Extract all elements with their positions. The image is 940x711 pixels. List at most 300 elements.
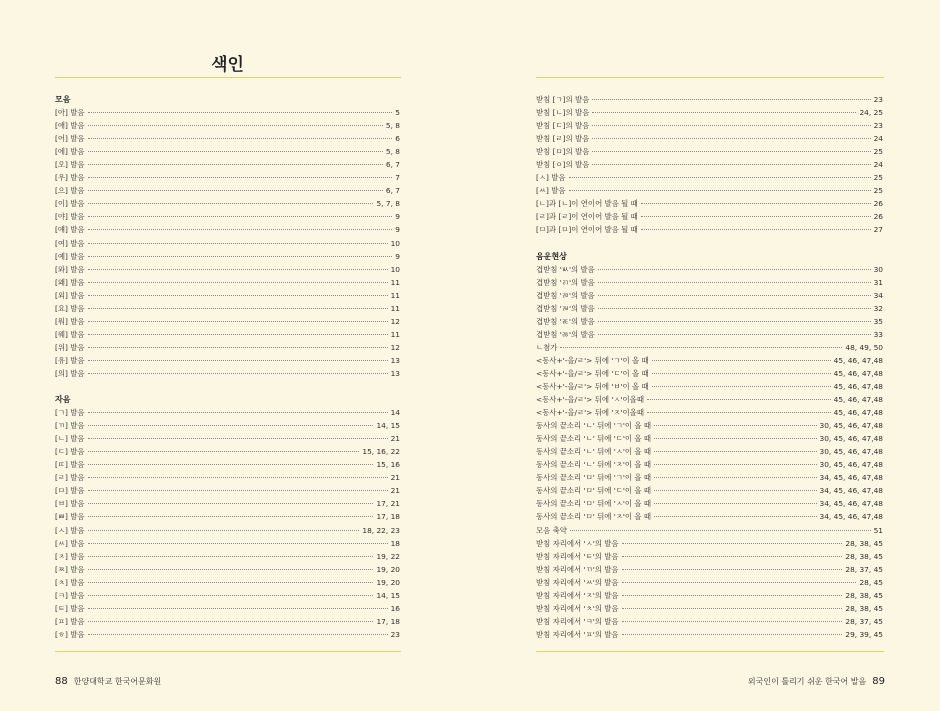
entry-label: <동사+'-을/ㄹ'> 뒤에 'ㄷ'이 올 때 [536, 368, 649, 378]
entry-pages: 9 [395, 225, 400, 235]
entry-pages: 13 [390, 368, 400, 378]
entry-label: 겹받침 'ㄼ'의 발음 [536, 303, 595, 313]
dot-leader [592, 138, 870, 139]
entry-label: 받침 자리에서 'ㅅ'의 발음 [536, 538, 619, 548]
entry-label: [예] 발음 [55, 251, 85, 261]
entry-pages: 34 [873, 290, 883, 300]
index-entry [55, 289, 400, 302]
page-number: 89 [872, 676, 885, 687]
entry-pages: 19, 20 [376, 564, 400, 574]
index-entry [536, 458, 883, 471]
dot-leader [592, 112, 856, 113]
dot-leader [88, 425, 374, 426]
index-entry [536, 132, 883, 145]
entry-pages: 25 [873, 186, 883, 196]
footer-text: 외국인이 틀리기 쉬운 한국어 발음 [747, 677, 867, 686]
dot-leader [652, 386, 831, 387]
index-column-left [55, 93, 400, 641]
entry-pages: 5, 8 [385, 121, 400, 131]
index-entry [55, 484, 400, 497]
entry-pages: 5, 8 [385, 147, 400, 157]
index-entry [55, 210, 400, 223]
entry-label: 받침 자리에서 'ㄲ'의 발음 [536, 564, 619, 574]
dot-leader [88, 151, 383, 152]
entry-label: [워] 발음 [55, 316, 85, 326]
bottom-divider [536, 651, 884, 652]
index-entry [55, 145, 400, 158]
top-divider [55, 77, 401, 78]
index-entry [536, 184, 883, 197]
dot-leader [88, 138, 393, 139]
top-divider [536, 77, 884, 78]
entry-label: [ㅌ] 발음 [55, 603, 85, 613]
index-entry [536, 289, 883, 302]
entry-label: [ㅂ] 발음 [55, 499, 85, 509]
entry-label: [ㅃ] 발음 [55, 512, 85, 522]
dot-leader [569, 190, 871, 191]
dot-leader [88, 516, 374, 517]
entry-pages: 30, 45, 46, 47,48 [819, 460, 883, 470]
dot-leader [88, 373, 388, 374]
index-entry [536, 510, 883, 523]
entry-label: 받침 자리에서 'ㅍ'의 발음 [536, 629, 619, 639]
dot-leader [654, 503, 816, 504]
entry-label: [아] 발음 [55, 108, 85, 118]
dot-leader [654, 425, 816, 426]
dot-leader [88, 269, 388, 270]
dot-leader [592, 164, 870, 165]
entry-pages: 5 [395, 108, 400, 118]
index-entry [55, 510, 400, 523]
entry-pages: 18 [390, 538, 400, 548]
dot-leader [88, 634, 388, 635]
index-entry [536, 615, 883, 628]
entry-pages: 17, 18 [376, 512, 400, 522]
entry-label: [ㅆ] 발음 [55, 538, 85, 548]
index-entry [536, 315, 883, 328]
dot-leader [88, 321, 388, 322]
entry-pages: 17, 18 [376, 616, 400, 626]
entry-label: 동사의 끝소리 'ㄴ' 뒤에 'ㅈ'이 올 때 [536, 460, 652, 470]
entry-label: [ㅅ] 발음 [55, 525, 85, 535]
entry-label: [오] 발음 [55, 160, 85, 170]
entry-label: [ㄸ] 발음 [55, 460, 85, 470]
entry-pages: 32 [873, 303, 883, 313]
dot-leader [598, 269, 871, 270]
entry-label: [ㅍ] 발음 [55, 616, 85, 626]
entry-label: 동사의 끝소리 'ㅁ' 뒤에 'ㄷ'이 올 때 [536, 486, 652, 496]
dot-leader [647, 399, 831, 400]
index-entry [536, 210, 883, 223]
index-entry [536, 367, 883, 380]
index-entry [536, 497, 883, 510]
dot-leader [652, 360, 831, 361]
index-entry [536, 484, 883, 497]
index-entry [536, 524, 883, 537]
index-entry [55, 602, 400, 615]
dot-leader [88, 503, 374, 504]
entry-label: 동사의 끝소리 'ㄴ' 뒤에 'ㄱ'이 올 때 [536, 421, 652, 431]
index-entry [55, 458, 400, 471]
dot-leader [654, 464, 816, 465]
index-entry [536, 576, 883, 589]
entry-label: [ㅋ] 발음 [55, 590, 85, 600]
index-entry [55, 250, 400, 263]
index-entry [536, 302, 883, 315]
entry-pages: 24, 25 [859, 108, 883, 118]
entry-label: [ㄴ] 발음 [55, 434, 85, 444]
index-entry [55, 628, 400, 641]
entry-label: 겹받침 'ㄺ'의 발음 [536, 277, 595, 287]
dot-leader [88, 282, 388, 283]
entry-label: 받침 자리에서 'ㅌ'의 발음 [536, 551, 619, 561]
dot-leader [592, 125, 870, 126]
dot-leader [622, 621, 843, 622]
entry-label: 겹받침 'ㅀ'의 발음 [536, 329, 595, 339]
dot-leader [88, 216, 393, 217]
dot-leader [598, 308, 871, 309]
entry-pages: 10 [390, 238, 400, 248]
entry-pages: 21 [390, 434, 400, 444]
index-entry [536, 563, 883, 576]
index-entry [55, 589, 400, 602]
entry-pages: 24 [873, 134, 883, 144]
dot-leader [622, 582, 857, 583]
entry-label: 동사의 끝소리 'ㄴ' 뒤에 'ㅅ'이 올 때 [536, 447, 652, 457]
index-entry [536, 158, 883, 171]
entry-label: 받침 자리에서 'ㅈ'의 발음 [536, 590, 619, 600]
entry-label: 동사의 끝소리 'ㅁ' 뒤에 'ㄱ'이 올 때 [536, 473, 652, 483]
dot-leader [88, 295, 388, 296]
index-entry [55, 524, 400, 537]
entry-pages: 29, 39, 45 [845, 629, 883, 639]
index-column-right [536, 93, 883, 641]
index-entry [536, 328, 883, 341]
entry-pages: 34, 45, 46, 47,48 [819, 473, 883, 483]
entry-pages: 28, 37, 45 [845, 616, 883, 626]
entry-pages: 45, 46, 47,48 [833, 408, 883, 418]
dot-leader [88, 608, 388, 609]
entry-pages: 30, 45, 46, 47,48 [819, 434, 883, 444]
dot-leader [622, 634, 843, 635]
index-entry [536, 171, 883, 184]
entry-label: [ㅊ] 발음 [55, 577, 85, 587]
dot-leader [88, 347, 388, 348]
entry-label: [ㅁ]과 [ㅁ]이 연이어 발음 될 때 [536, 225, 638, 235]
index-entry [536, 393, 883, 406]
index-entry [55, 328, 400, 341]
index-entry [55, 197, 400, 210]
entry-label: [얘] 발음 [55, 225, 85, 235]
index-entry [55, 432, 400, 445]
entry-pages: 14 [390, 408, 400, 418]
dot-leader [654, 477, 816, 478]
page-title: 색인 [211, 55, 244, 75]
entry-pages: 17, 21 [376, 499, 400, 509]
entry-pages: 28, 38, 45 [845, 590, 883, 600]
dot-leader [88, 582, 374, 583]
entry-label: [의] 발음 [55, 368, 85, 378]
entry-pages: 9 [395, 212, 400, 222]
entry-pages: 12 [390, 342, 400, 352]
entry-pages: 23 [390, 629, 400, 639]
entry-pages: 9 [395, 251, 400, 261]
entry-label: [ㅎ] 발음 [55, 629, 85, 639]
dot-leader [598, 282, 871, 283]
dot-leader [88, 595, 374, 596]
entry-label: 동사의 끝소리 'ㄴ' 뒤에 'ㄷ'이 올 때 [536, 434, 652, 444]
index-entry [536, 419, 883, 432]
entry-pages: 16 [390, 603, 400, 613]
entry-pages: 11 [390, 329, 400, 339]
index-entry [55, 550, 400, 563]
entry-label: [유] 발음 [55, 355, 85, 365]
entry-pages: 34, 45, 46, 47,48 [819, 486, 883, 496]
entry-pages: 11 [390, 277, 400, 287]
dot-leader [88, 569, 374, 570]
entry-pages: 18, 22, 23 [362, 525, 400, 535]
entry-pages: 19, 22 [376, 551, 400, 561]
entry-label: [이] 발음 [55, 199, 85, 209]
entry-label: 받침 [ㅇ]의 발음 [536, 160, 590, 170]
entry-label: 받침 [ㄱ]의 발음 [536, 95, 590, 104]
entry-pages: 6, 7 [385, 186, 400, 196]
dot-leader [641, 229, 871, 230]
section-spacer [536, 237, 883, 250]
bottom-divider [55, 651, 401, 652]
entry-label: [ㄹ]과 [ㄹ]이 연이어 발음 될 때 [536, 212, 638, 222]
entry-pages: 28, 38, 45 [845, 551, 883, 561]
entry-pages: 45, 46, 47,48 [833, 368, 883, 378]
dot-leader [88, 412, 388, 413]
index-entry [536, 550, 883, 563]
entry-label: [ㄷ] 발음 [55, 447, 85, 457]
dot-leader [88, 438, 388, 439]
dot-leader [88, 125, 383, 126]
entry-pages: 15, 16, 22 [362, 447, 400, 457]
index-entry [536, 406, 883, 419]
dot-leader [88, 164, 383, 165]
entry-pages: 21 [390, 473, 400, 483]
entry-pages: 28, 37, 45 [845, 564, 883, 574]
entry-pages: 26 [873, 212, 883, 222]
entry-pages: 45, 46, 47,48 [833, 355, 883, 365]
index-entry [536, 589, 883, 602]
dot-leader [88, 530, 360, 531]
dot-leader [88, 543, 388, 544]
dot-leader [88, 556, 374, 557]
index-entry [55, 302, 400, 315]
index-entry [536, 628, 883, 641]
entry-pages: 35 [873, 316, 883, 326]
footer [55, 676, 161, 687]
entry-pages: 48, 49, 50 [845, 342, 883, 352]
entry-label: 겹받침 'ㄻ'의 발음 [536, 290, 595, 300]
entry-pages: 30, 45, 46, 47,48 [819, 447, 883, 457]
entry-label: [ㅆ] 발음 [536, 186, 566, 196]
index-entry [55, 497, 400, 510]
dot-leader [641, 203, 871, 204]
entry-pages: 6, 7 [385, 160, 400, 170]
entry-label: [애] 발음 [55, 121, 85, 131]
entry-pages: 23 [873, 95, 883, 104]
entry-label: 받침 자리에서 'ㅋ'의 발음 [536, 616, 619, 626]
entry-pages: 23 [873, 121, 883, 131]
entry-pages: 28, 38, 45 [845, 603, 883, 613]
dot-leader [88, 360, 388, 361]
entry-label: [외] 발음 [55, 290, 85, 300]
index-entry [55, 276, 400, 289]
footer [748, 676, 885, 687]
dot-leader [654, 516, 816, 517]
dot-leader [598, 334, 871, 335]
dot-leader [598, 321, 871, 322]
entry-label: [위] 발음 [55, 342, 85, 352]
entry-label: [요] 발음 [55, 303, 85, 313]
entry-pages: 27 [873, 225, 883, 235]
entry-pages: 12 [390, 316, 400, 326]
entry-label: [왜] 발음 [55, 277, 85, 287]
right-page [470, 0, 940, 711]
dot-leader [622, 556, 843, 557]
dot-leader [622, 608, 843, 609]
index-entry [55, 132, 400, 145]
dot-leader [88, 308, 388, 309]
entry-label: [으] 발음 [55, 186, 85, 196]
entry-label: 받침 자리에서 'ㅆ'의 발음 [536, 577, 619, 587]
dot-leader [88, 190, 383, 191]
index-entry [536, 93, 883, 106]
dot-leader [654, 490, 816, 491]
entry-pages: 10 [390, 264, 400, 274]
index-entry [55, 367, 400, 380]
dot-leader [88, 477, 388, 478]
index-entry [55, 158, 400, 171]
entry-pages: 28, 38, 45 [845, 538, 883, 548]
section-heading: 음운현상 [536, 251, 567, 261]
index-entry [536, 276, 883, 289]
dot-leader [88, 334, 388, 335]
entry-pages: 51 [873, 525, 883, 535]
dot-leader [654, 438, 816, 439]
entry-label: 받침 [ㄹ]의 발음 [536, 134, 590, 144]
entry-label: [ㅅ] 발음 [536, 173, 566, 183]
entry-pages: 45, 46, 47,48 [833, 381, 883, 391]
entry-pages: 25 [873, 173, 883, 183]
index-entry [55, 341, 400, 354]
entry-pages: 33 [873, 329, 883, 339]
dot-leader [570, 530, 871, 531]
entry-label: 겹받침 'ㄾ'의 발음 [536, 316, 595, 326]
index-entry [55, 537, 400, 550]
dot-leader [88, 203, 374, 204]
index-entry [55, 171, 400, 184]
index-entry [536, 106, 883, 119]
entry-label: [ㅈ] 발음 [55, 551, 85, 561]
dot-leader [647, 412, 831, 413]
section-heading: 자음 [55, 395, 71, 405]
index-entry [536, 354, 883, 367]
dot-leader [652, 373, 831, 374]
entry-pages: 19, 20 [376, 577, 400, 587]
entry-label: 동사의 끝소리 'ㅁ' 뒤에 'ㅈ'이 올 때 [536, 512, 652, 522]
dot-leader [88, 490, 388, 491]
entry-label: 받침 자리에서 'ㅊ'의 발음 [536, 603, 619, 613]
dot-leader [641, 216, 871, 217]
index-entry [55, 223, 400, 236]
entry-pages: 30 [873, 264, 883, 274]
entry-label: <동사+'-을/ㄹ'> 뒤에 'ㅂ'이 올 때 [536, 381, 649, 391]
index-entry [55, 263, 400, 276]
dot-leader [88, 464, 374, 465]
footer-text: 한양대학교 한국어문화원 [73, 677, 162, 686]
index-entry [55, 406, 400, 419]
entry-pages: 14, 15 [376, 421, 400, 431]
index-entry [55, 563, 400, 576]
index-entry [55, 315, 400, 328]
dot-leader [592, 151, 870, 152]
dot-leader [560, 347, 842, 348]
dot-leader [88, 621, 374, 622]
entry-pages: 25 [873, 147, 883, 157]
dot-leader [622, 595, 843, 596]
index-entry [536, 602, 883, 615]
index-entry [536, 471, 883, 484]
dot-leader [622, 569, 843, 570]
entry-label: 모음 축약 [536, 525, 567, 535]
entry-pages: 34, 45, 46, 47,48 [819, 499, 883, 509]
entry-pages: 31 [873, 277, 883, 287]
index-entry [536, 263, 883, 276]
index-entry [55, 184, 400, 197]
dot-leader [88, 243, 388, 244]
dot-leader [88, 256, 393, 257]
entry-label: <동사+'-을/ㄹ'> 뒤에 'ㅈ'이올때 [536, 408, 644, 418]
entry-pages: 28, 45 [859, 577, 883, 587]
entry-label: 동사의 끝소리 'ㅁ' 뒤에 'ㅅ'이 올 때 [536, 499, 652, 509]
entry-label: 받침 [ㄴ]의 발음 [536, 108, 590, 118]
index-entry [536, 341, 883, 354]
dot-leader [598, 295, 871, 296]
entry-pages: 6 [395, 134, 400, 144]
entry-label: 받침 [ㅁ]의 발음 [536, 147, 590, 157]
entry-label: [우] 발음 [55, 173, 85, 183]
entry-pages: 13 [390, 355, 400, 365]
dot-leader [88, 229, 393, 230]
entry-pages: 45, 46, 47,48 [833, 395, 883, 405]
page-number: 88 [55, 676, 68, 687]
index-entry [536, 119, 883, 132]
dot-leader [592, 99, 870, 100]
entry-label: [ㄴ]과 [ㄴ]이 연이어 발음 될 때 [536, 199, 638, 209]
index-entry [55, 119, 400, 132]
section-spacer [55, 380, 400, 393]
entry-label: <동사+'-을/ㄹ'> 뒤에 'ㄱ'이 올 때 [536, 355, 649, 365]
dot-leader [88, 112, 393, 113]
entry-pages: 7 [395, 173, 400, 183]
dot-leader [88, 451, 360, 452]
index-entry [55, 419, 400, 432]
entry-label: [와] 발음 [55, 264, 85, 274]
index-entry [55, 615, 400, 628]
entry-label: [야] 발음 [55, 212, 85, 222]
index-entry [536, 145, 883, 158]
entry-label: 받침 [ㄷ]의 발음 [536, 121, 590, 131]
dot-leader [88, 177, 393, 178]
entry-pages: 34, 45, 46, 47,48 [819, 512, 883, 522]
entry-pages: 30, 45, 46, 47,48 [819, 421, 883, 431]
entry-label: [어] 발음 [55, 134, 85, 144]
